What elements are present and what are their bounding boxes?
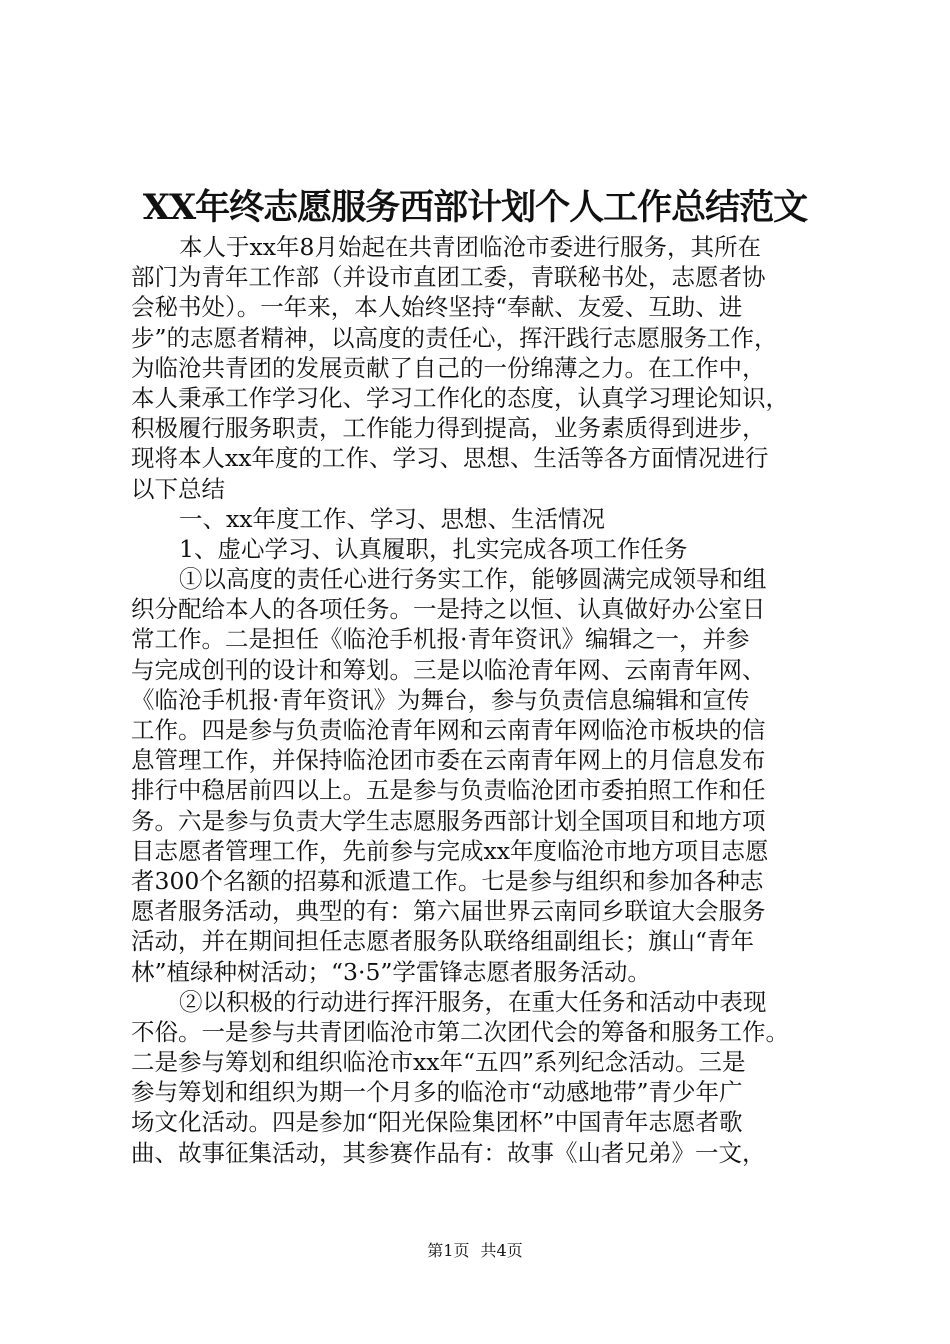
paragraph-line: 目志愿者管理工作，先前参与完成xx年度临沧市地方项目志愿 [131, 836, 769, 865]
paragraph-line: 常工作。二是担任《临沧手机报·青年资讯》编辑之一，并参 [131, 625, 750, 654]
page-total: 共4页 [480, 1241, 523, 1260]
paragraph-line: 参与筹划和组织为期一个月多的临沧市“动感地带”青少年广 [131, 1078, 743, 1107]
paragraph-line: 会秘书处）。一年来，本人始终坚持“奉献、友爱、互助、进 [131, 293, 743, 322]
paragraph-line: 本人于xx年8月始起在共青团临沧市委进行服务，其所在 [179, 233, 761, 261]
page-number: 第1页 [427, 1241, 470, 1260]
paragraph-line: 为临沧共青团的发展贡献了自己的一份绵薄之力。在工作中， [131, 353, 766, 382]
paragraph-line: 现将本人xx年度的工作、学习、思想、生活等各方面情况进行 [131, 444, 769, 473]
document-body [131, 232, 851, 1168]
page-footer [0, 1240, 950, 1262]
paragraph-line: 务。六是参与负责大学生志愿服务西部计划全国项目和地方项 [131, 806, 766, 835]
paragraph-line: 与完成创刊的设计和筹划。三是以临沧青年网、云南青年网、 [131, 655, 766, 684]
paragraph-line: ①以高度的责任心进行务实工作，能够圆满完成领导和组 [179, 565, 767, 594]
paragraph-line: 林”植绿种树活动；“3·5”学雷锋志愿者服务活动。 [131, 957, 651, 986]
document-title: XX年终志愿服务西部计划个人工作总结范文 [142, 187, 808, 228]
paragraph-line: 排行中稳居前四以上。五是参与负责临沧团市委拍照工作和任 [131, 776, 766, 805]
paragraph-line: 积极履行服务职责，工作能力得到提高，业务素质得到进步， [131, 414, 766, 443]
paragraph-line: 场文化活动。四是参加“阳光保险集团杯”中国青年志愿者歌 [131, 1108, 743, 1137]
paragraph-line: 曲、故事征集活动，其参赛作品有：故事《山者兄弟》一文， [131, 1138, 766, 1167]
section-heading: 一、xx年度工作、学习、思想、生活情况 [179, 504, 606, 533]
paragraph-line: 不俗。一是参与共青团临沧市第二次团代会的筹备和服务工作。 [131, 1017, 789, 1046]
paragraph-line: 愿者服务活动，典型的有：第六届世界云南同乡联谊大会服务 [131, 897, 766, 926]
paragraph-line: 织分配给本人的各项任务。一是持之以恒、认真做好办公室日 [131, 595, 766, 624]
paragraph-line: 二是参与筹划和组织临沧市xx年“五四”系列纪念活动。三是 [131, 1048, 746, 1077]
paragraph-line: 者300个名额的招募和派遣工作。七是参与组织和参加各种志 [131, 866, 764, 895]
paragraph-line: 部门为青年工作部（并设市直团工委，青联秘书处，志愿者协 [131, 263, 766, 292]
paragraph-line: 以下总结 [131, 474, 225, 503]
paragraph-line: 活动，并在期间担任志愿者服务队联络组副组长；旗山“青年 [131, 927, 755, 956]
paragraph-line: 本人秉承工作学习化、学习工作化的态度，认真学习理论知识， [131, 383, 789, 412]
paragraph-line: 步”的志愿者精神，以高度的责任心，挥汗践行志愿服务工作， [131, 323, 778, 352]
subsection-heading: 1、虚心学习、认真履职，扎实完成各项工作任务 [179, 534, 688, 563]
paragraph-line: 工作。四是参与负责临沧青年网和云南青年网临沧市板块的信 [131, 716, 766, 744]
paragraph-line: 息管理工作，并保持临沧团市委在云南青年网上的月信息发布 [131, 746, 766, 775]
paragraph-line: 《临沧手机报·青年资讯》为舞台，参与负责信息编辑和宣传 [131, 685, 750, 714]
paragraph-line: ②以积极的行动进行挥汗服务，在重大任务和活动中表现 [179, 987, 767, 1016]
